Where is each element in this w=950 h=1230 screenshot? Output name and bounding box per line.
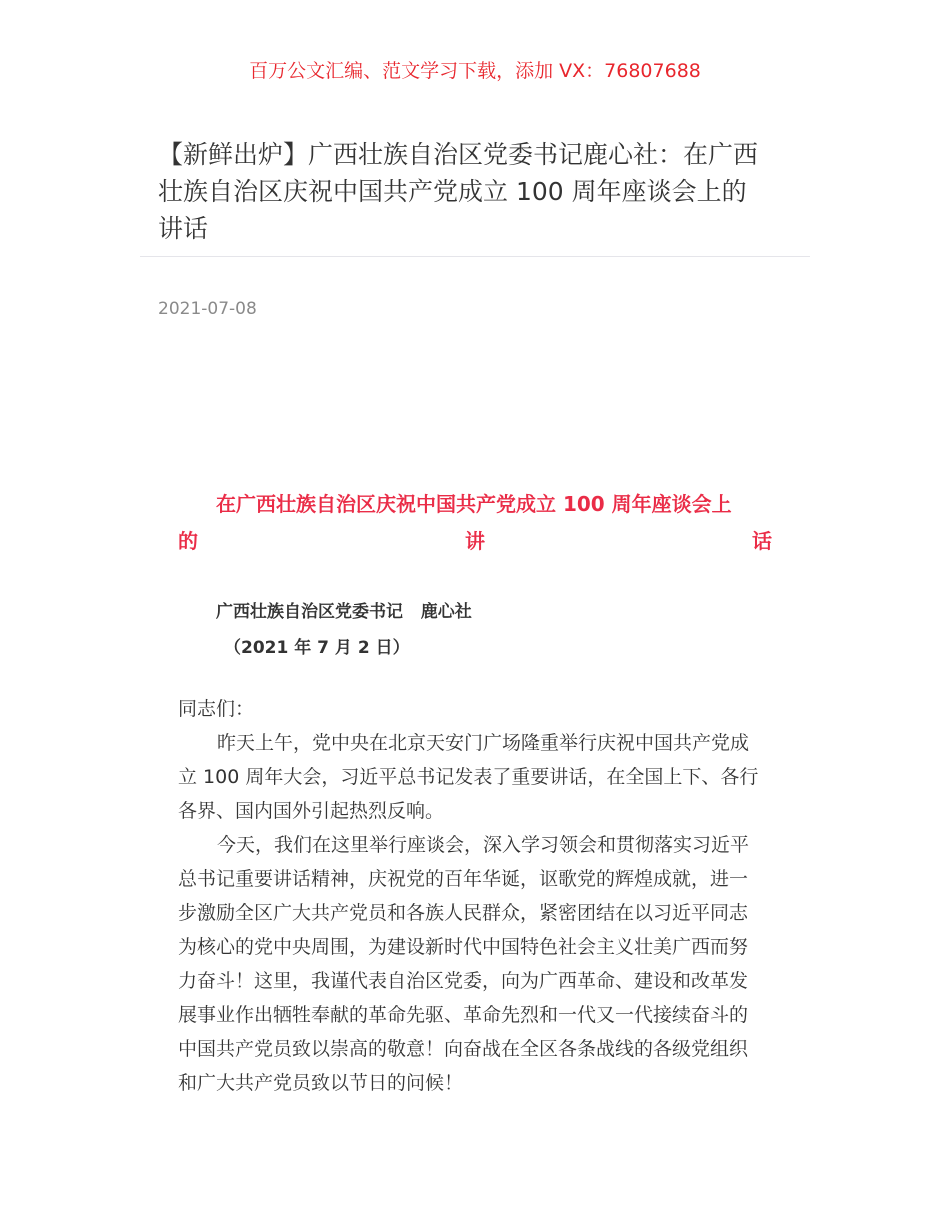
paragraph-line: 立 100 周年大会，习近平总书记发表了重要讲话，在全国上下、各行: [178, 766, 759, 788]
article-title: [158, 136, 798, 247]
title-divider: [140, 256, 810, 257]
paragraph-line: 各界、国内国外引起热烈反响。: [178, 800, 445, 822]
headline-line: [178, 523, 772, 560]
headline-line: 在广西壮族自治区庆祝中国共产党成立 100 周年座谈会上: [216, 492, 732, 516]
salutation: 同志们：: [178, 698, 255, 720]
article-title-line: 壮族自治区庆祝中国共产党成立 100 周年座谈会上的: [158, 177, 747, 206]
headline-char: 的: [178, 529, 198, 553]
publish-date: 2021-07-08: [158, 299, 257, 319]
author-block: [216, 594, 472, 666]
speech-date: （2021 年 7 月 2 日）: [224, 638, 410, 658]
paragraph-line: 力奋斗！这里，我谨代表自治区党委，向为广西革命、建设和改革发: [178, 970, 749, 992]
paragraph-line: 和广大共产党员致以节日的问候！: [178, 1072, 464, 1094]
paragraph-line: 昨天上午，党中央在北京天安门广场隆重举行庆祝中国共产党成: [217, 732, 750, 754]
paragraph-line: 今天，我们在这里举行座谈会，深入学习领会和贯彻落实习近平: [217, 834, 750, 856]
headline-char: 讲: [465, 529, 485, 553]
promo-banner: 百万公文汇编、范文学习下载，添加 VX：76807688: [249, 60, 701, 82]
paragraph-line: 为核心的党中央周围，为建设新时代中国特色社会主义壮美广西而努: [178, 936, 749, 958]
article-title-line: 讲话: [158, 214, 209, 243]
headline-char: 话: [752, 529, 772, 553]
article-body: [178, 692, 778, 1100]
paragraph-line: 展事业作出牺牲奉献的革命先驱、革命先烈和一代又一代接续奋斗的: [178, 1004, 749, 1026]
paragraph-line: 总书记重要讲话精神，庆祝党的百年华诞，讴歌党的辉煌成就，进一: [178, 868, 749, 890]
paragraph-line: 中国共产党员致以崇高的敬意！向奋战在全区各条战线的各级党组织: [178, 1038, 749, 1060]
article-title-line: 【新鲜出炉】广西壮族自治区党委书记鹿心社：在广西: [158, 140, 759, 169]
author: 广西壮族自治区党委书记 鹿心社: [216, 602, 472, 622]
paragraph-line: 步激励全区广大共产党员和各族人民群众，紧密团结在以习近平同志: [178, 902, 749, 924]
speech-headline: [178, 486, 772, 560]
